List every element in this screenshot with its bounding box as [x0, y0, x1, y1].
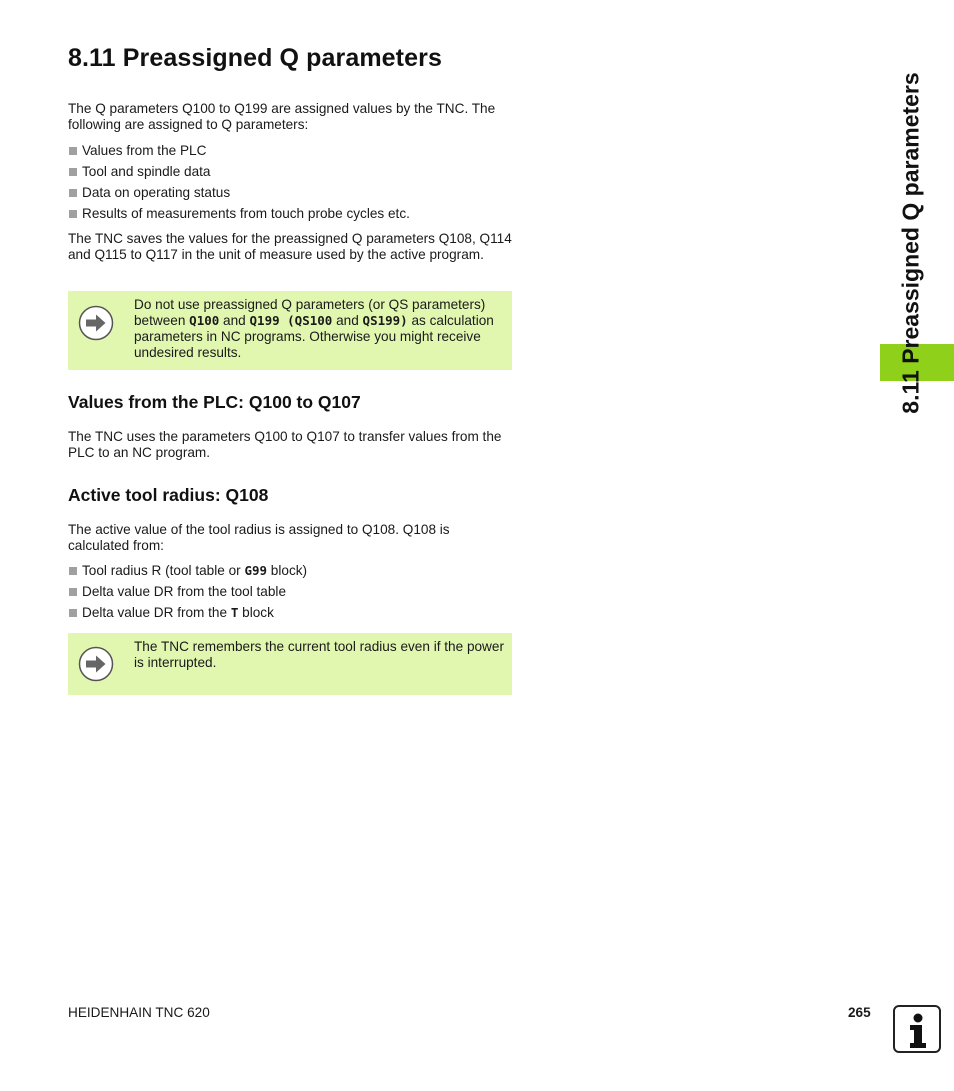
note-box-tool-radius: [68, 633, 512, 695]
arrow-right-icon: [78, 646, 114, 682]
bullet-square-icon: [69, 147, 77, 155]
plc-paragraph: The TNC uses the parameters Q100 to Q107 to transfer values from the PLC to an NC program.: [68, 429, 502, 460]
intro-bullet-list: [68, 143, 410, 227]
bullet-square-icon: [69, 168, 77, 176]
note-box-preassigned-warning: [68, 291, 512, 370]
list-item: Results of measurements from touch probe cycles etc.: [68, 206, 410, 227]
bullet-square-icon: [69, 609, 77, 617]
tool-radius-bullet-list: [68, 563, 307, 626]
bullet-square-icon: [69, 210, 77, 218]
page-title: 8.11 Preassigned Q parameters: [68, 44, 442, 72]
bullet-square-icon: [69, 567, 77, 575]
list-item: Tool radius R (tool table or G99 block): [68, 563, 307, 584]
arrow-right-icon: [78, 305, 114, 341]
list-item: Values from the PLC: [68, 143, 410, 164]
note-text: Do not use preassigned Q parameters (or QS parameters) between Q100 and Q199 (QS100 and QS199) as calculation parameters in NC programs. Otherwise you might receive undesired results.: [134, 297, 494, 360]
footer-product-name: HEIDENHAIN TNC 620: [68, 1005, 210, 1020]
section-heading-plc: Values from the PLC: Q100 to Q107: [68, 392, 361, 412]
list-item: Data on operating status: [68, 185, 410, 206]
bullet-square-icon: [69, 588, 77, 596]
list-item: Delta value DR from the tool table: [68, 584, 307, 605]
page-number: 265: [848, 1005, 871, 1020]
info-icon: [893, 1005, 941, 1053]
section-heading-tool-radius: Active tool radius: Q108: [68, 485, 269, 505]
tool-radius-paragraph: The active value of the tool radius is assigned to Q108. Q108 is calculated from:: [68, 522, 450, 553]
note-text: The TNC remembers the current tool radius even if the power is interrupted.: [134, 639, 504, 670]
bullet-square-icon: [69, 189, 77, 197]
units-paragraph: The TNC saves the values for the preassigned Q parameters Q108, Q114 and Q115 to Q117 in the unit of measure used by the active program.: [68, 231, 512, 262]
list-item: Tool and spindle data: [68, 164, 410, 185]
list-item: Delta value DR from the T block: [68, 605, 307, 626]
intro-paragraph: The Q parameters Q100 to Q199 are assigned values by the TNC. The following are assigned to Q parameters:: [68, 101, 496, 132]
